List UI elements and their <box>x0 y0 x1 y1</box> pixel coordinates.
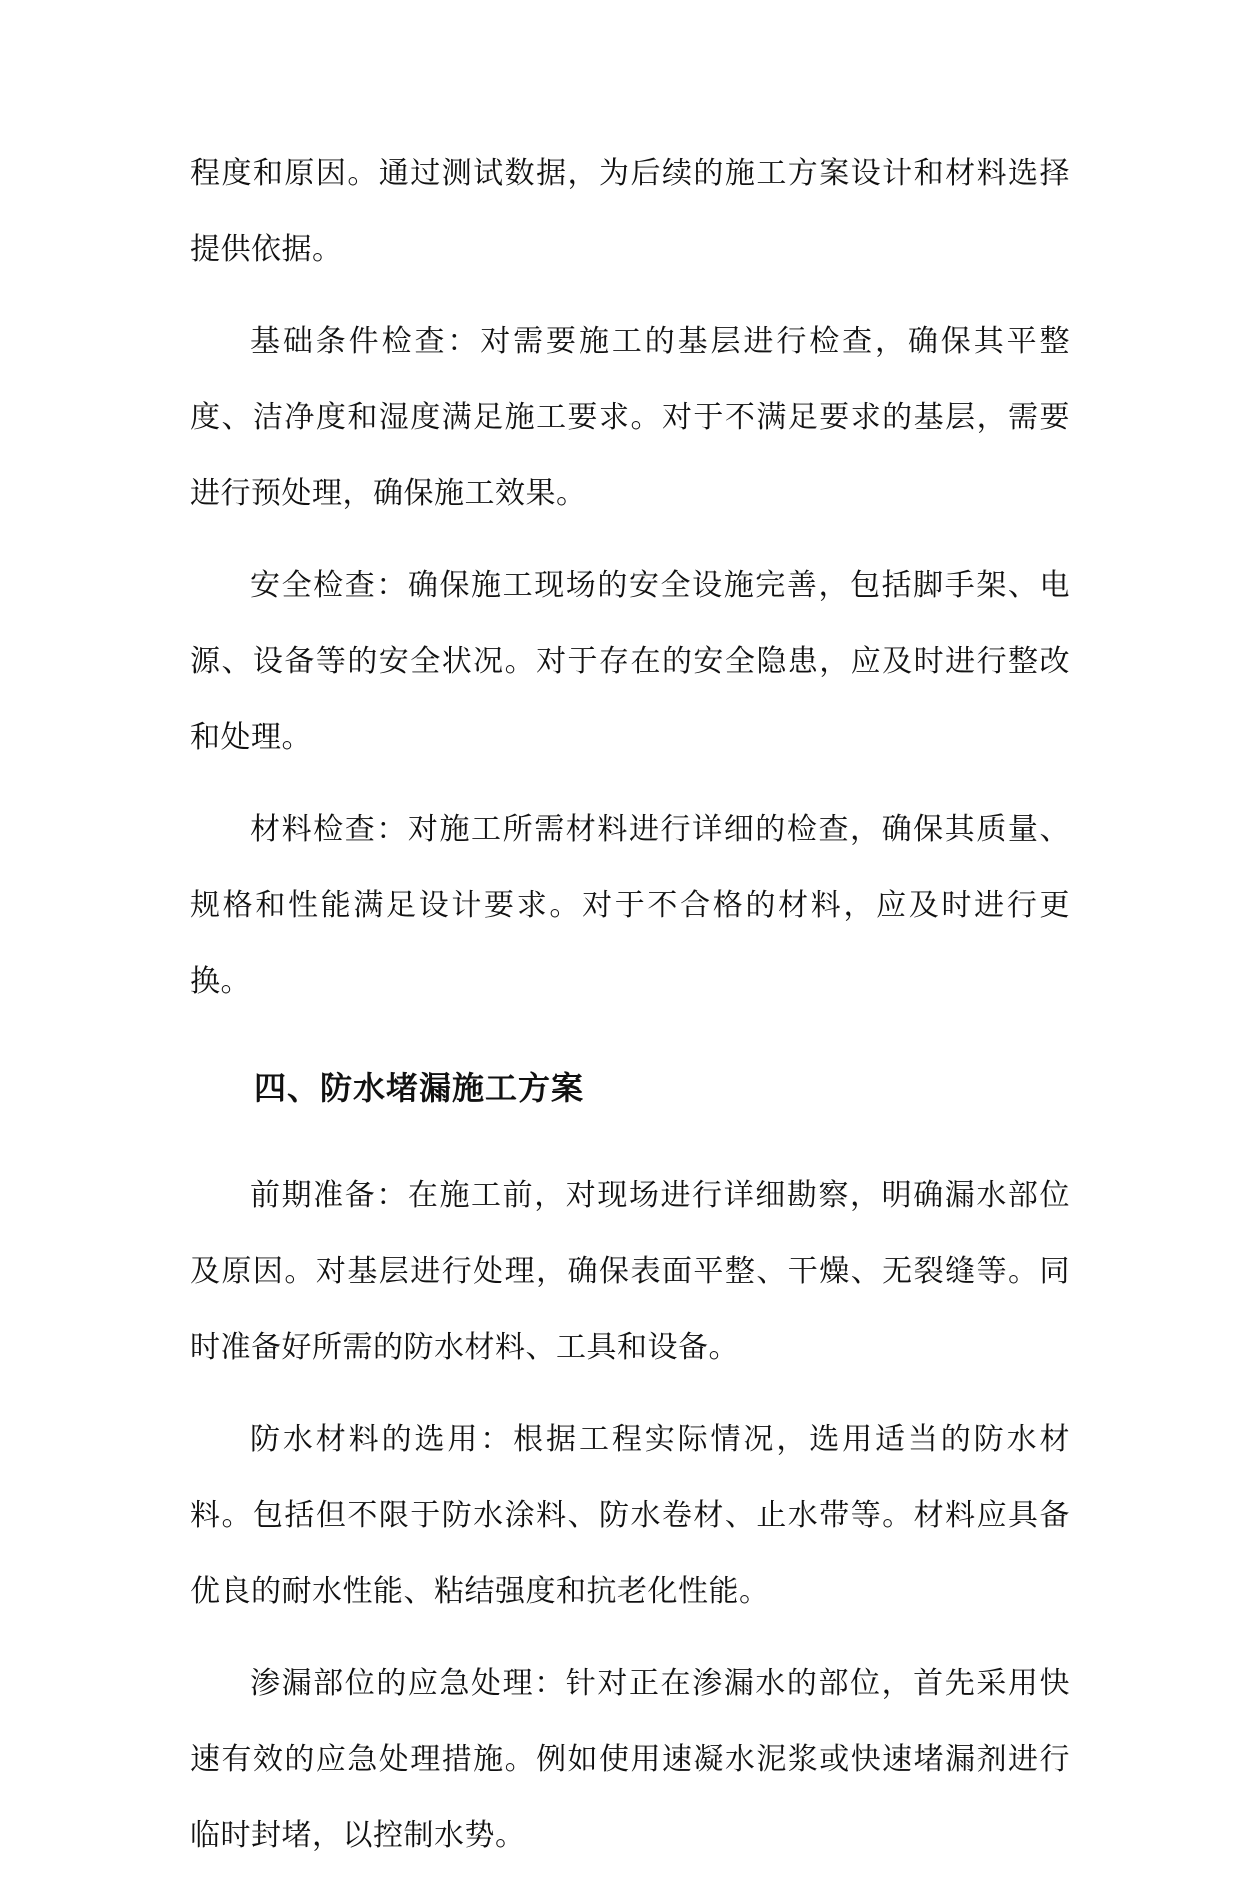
paragraph-continuation: 程度和原因。通过测试数据，为后续的施工方案设计和材料选择提供依据。 <box>190 156 1070 267</box>
document-body <box>190 136 1070 1890</box>
paragraph-preparation: 前期准备：在施工前，对现场进行详细勘察，明确漏水部位及原因。对基层进行处理，确保表面平整、干燥、无裂缝等。同时准备好所需的防水材料、工具和设备。 <box>190 1178 1070 1365</box>
paragraph-foundation-check: 基础条件检查：对需要施工的基层进行检查，确保其平整度、洁净度和湿度满足施工要求。对于不满足要求的基层，需要进行预处理，确保施工效果。 <box>190 324 1070 511</box>
section-heading: 四、防水堵漏施工方案 <box>254 1069 585 1107</box>
paragraph-material-selection: 防水材料的选用：根据工程实际情况，选用适当的防水材料。包括但不限于防水涂料、防水卷材、止水带等。材料应具备优良的耐水性能、粘结强度和抗老化性能。 <box>190 1422 1070 1609</box>
paragraph-material-check: 材料检查：对施工所需材料进行详细的检查，确保其质量、规格和性能满足设计要求。对于不合格的材料，应及时进行更换。 <box>190 812 1070 999</box>
paragraph-safety-check: 安全检查：确保施工现场的安全设施完善，包括脚手架、电源、设备等的安全状况。对于存在的安全隐患，应及时进行整改和处理。 <box>190 568 1070 755</box>
paragraph-emergency-treatment: 渗漏部位的应急处理：针对正在渗漏水的部位，首先采用快速有效的应急处理措施。例如使用速凝水泥浆或快速堵漏剂进行临时封堵，以控制水势。 <box>190 1666 1070 1853</box>
